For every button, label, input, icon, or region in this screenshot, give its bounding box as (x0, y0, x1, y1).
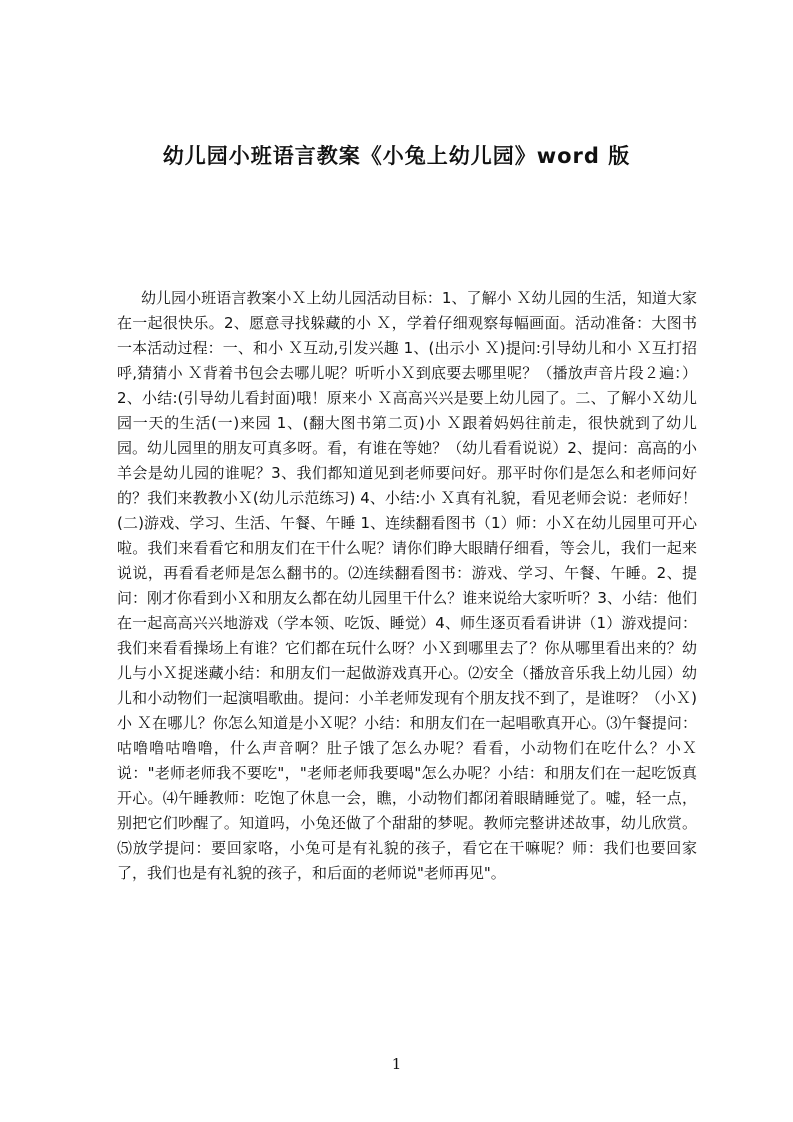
document-title: 幼儿园小班语言教案《小兔上幼儿园》word 版 (162, 144, 631, 168)
document-body-paragraph: 幼儿园小班语言教案小Ｘ上幼儿园活动目标：1、了解小 Ｘ幼儿园的生活，知道大家在一起很快乐。2、愿意寻找躲藏的小 Ｘ，学着仔细观察每幅画面。活动准备：大图书一本活动过程：一、和小 Ｘ互动,引发兴趣 1、(出示小 Ｘ)提问:引导幼儿和小 Ｘ互打招呼,猜猜小 Ｘ背着书包会去哪儿呢？听听小Ｘ到底要去哪里呢？（播放声音片段２遍：）2、小结:(引导幼儿看封面)哦！原来小 Ｘ高高兴兴是要上幼儿园了。二、了解小Ｘ幼儿园一天的生活(一)来园 1、(翻大图书第二页)小 Ｘ跟着妈妈往前走，很快就到了幼儿园。幼儿园里的朋友可真多呀。看，有谁在等她？（幼儿看看说说）2、提问：高高的小羊会是幼儿园的谁呢？3、我们都知道见到老师要问好。那平时你们是怎么和老师问好的？我们来教教小Ｘ(幼儿示范练习) 4、小结:小 Ｘ真有礼貌，看见老师会说：老师好！(二)游戏、学习、生活、午餐、午睡 1、连续翻看图书（1）师：小Ｘ在幼儿园里可开心啦。我们来看看它和朋友们在干什么呢？请你们睁大眼睛仔细看，等会儿，我们一起来说说，再看看老师是怎么翻书的。⑵连续翻看图书：游戏、学习、午餐、午睡。2、提问：刚才你看到小Ｘ和朋友么都在幼儿园里干什么？谁来说给大家听听？3、小结：他们在一起高高兴兴地游戏（学本领、吃饭、睡觉）4、师生逐页看看讲讲（1）游戏提问：我们来看看操场上有谁？它们都在玩什么呀？小Ｘ到哪里去了？你从哪里看出来的？幼儿与小Ｘ捉迷藏小结：和朋友们一起做游戏真开心。⑵安全（播放音乐我上幼儿园）幼儿和小动物们一起演唱歌曲。提问：小羊老师发现有个朋友找不到了，是谁呀？（小Ｘ)小 Ｘ在哪儿？你怎么知道是小Ｘ呢？小结：和朋友们在一起唱歌真开心。⑶午餐提问：咕噜噜咕噜噜，什么声音啊？肚子饿了怎么办呢？看看，小动物们在吃什么？小Ｘ说："老师老师我不要吃"，"老师老师我要喝"怎么办呢？小结：和朋友们在一起吃饭真开心。⑷午睡教师：吃饱了休息一会，瞧，小动物们都闭着眼睛睡觉了。嘘，轻一点，别把它们吵醒了。知道吗，小兔还做了个甜甜的梦呢。教师完整讲述故事，幼儿欣赏。⑸放学提问：要回家咯，小兔可是有礼貌的孩子，看它在干嘛呢？师：我们也要回家了，我们也是有礼貌的孩子，和后面的老师说"老师再见"。 (117, 289, 697, 882)
page-number: 1 (391, 1055, 402, 1073)
